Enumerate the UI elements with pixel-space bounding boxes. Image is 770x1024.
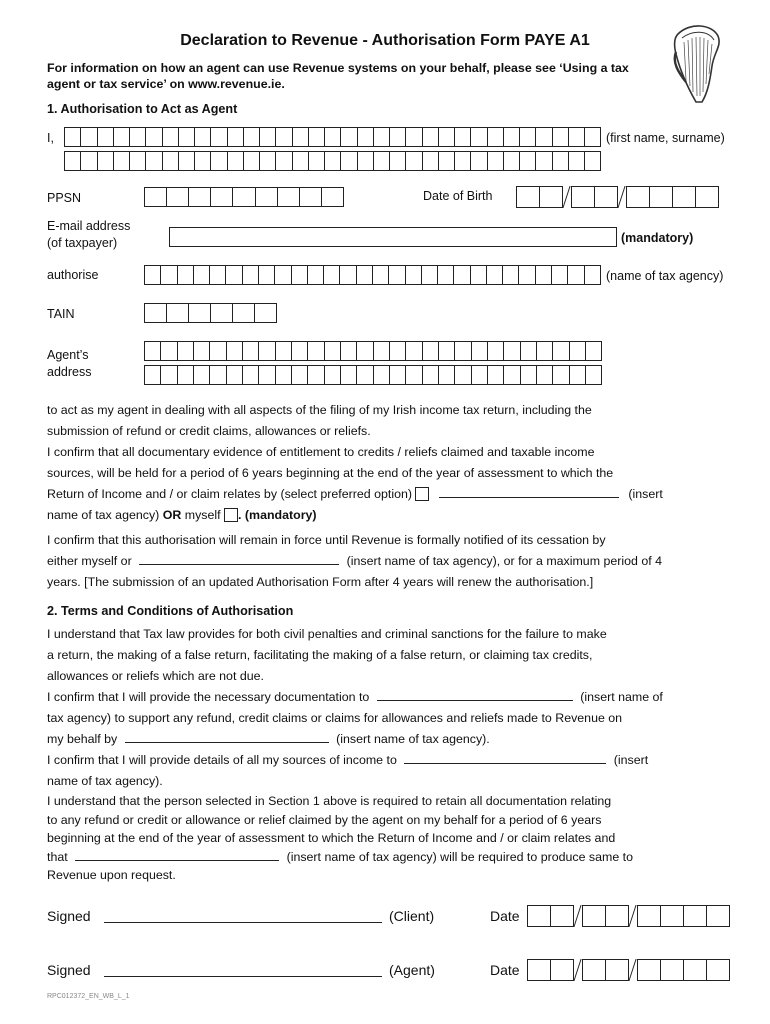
- t6: [47, 729, 737, 750]
- address-label-2: address: [47, 365, 92, 379]
- t3: allowances or reliefs which are not due.: [47, 669, 264, 683]
- p2a: I confirm that all documentary evidence of entitlement to credits / reliefs claimed and taxable income: [47, 445, 595, 459]
- t4: [47, 687, 737, 708]
- p2b: sources, will be held for a period of 6 years beginning at the end of the year of assessment to which the: [47, 466, 614, 480]
- tain-label: TAIN: [47, 307, 75, 321]
- p3d: years. [The submission of an updated Authorisation Form after 4 years will renew the authorisation.]: [47, 575, 594, 589]
- agent-date-input[interactable]: [527, 959, 730, 981]
- section1-body: [47, 400, 737, 593]
- documentation-agency-blank[interactable]: [377, 688, 573, 701]
- agent-address-line-1[interactable]: [144, 341, 602, 361]
- t1: I understand that Tax law provides for both civil penalties and criminal sanctions for the failure to make: [47, 627, 607, 641]
- p2d: (insert: [628, 487, 663, 501]
- agent-label: (Agent): [389, 962, 435, 978]
- t12a: that: [47, 849, 68, 864]
- email-mandatory: (mandatory): [621, 231, 694, 245]
- p1a: to act as my agent in dealing with all aspects of the filing of my Irish income tax return, including the: [47, 403, 592, 417]
- signed-client-label: Signed: [47, 908, 91, 924]
- p2-line4: [47, 505, 737, 526]
- tain-input[interactable]: [144, 303, 277, 323]
- dob-input[interactable]: [516, 186, 719, 208]
- section2-body-2: [47, 792, 737, 885]
- section2-body: [47, 624, 737, 792]
- email-input[interactable]: [169, 227, 617, 247]
- t4a: I confirm that I will provide the necessary documentation to: [47, 690, 370, 704]
- agency-option-checkbox[interactable]: [415, 487, 429, 501]
- authorise-label: authorise: [47, 268, 99, 282]
- behalf-agency-blank[interactable]: [125, 730, 329, 743]
- t4b: (insert name of: [580, 690, 663, 704]
- section1-heading: 1. Authorisation to Act as Agent: [47, 102, 238, 116]
- p3c: (insert name of tax agency), or for a maximum period of 4: [346, 554, 663, 568]
- or-text: OR: [162, 508, 182, 522]
- p3b: either myself or: [47, 554, 132, 568]
- t2: a return, the making of a false return, facilitating the making of a false return, or claiming tax credits,: [47, 648, 593, 662]
- p3a: I confirm that this authorisation will remain in force until Revenue is formally notified of its cessation by: [47, 533, 606, 547]
- p2-line3: [47, 484, 737, 505]
- first-name-surname-input[interactable]: [64, 127, 601, 147]
- t13: Revenue upon request.: [47, 868, 176, 882]
- client-signature-line[interactable]: [104, 921, 382, 923]
- p2g-mandatory: . (mandatory): [238, 508, 317, 522]
- agent-signature-line[interactable]: [104, 975, 382, 977]
- t7b: (insert: [613, 753, 649, 767]
- t11: beginning at the end of the year of assessment to which the Return of Income and / or claim relates and: [47, 831, 616, 845]
- p1b: submission of refund or credit claims, allowances or reliefs.: [47, 424, 371, 438]
- myself-option-checkbox[interactable]: [224, 508, 238, 522]
- t7: [47, 750, 737, 771]
- agency-name-blank[interactable]: [439, 485, 619, 498]
- section2-heading: 2. Terms and Conditions of Authorisation: [47, 604, 294, 618]
- signed-agent-label: Signed: [47, 962, 91, 978]
- name-continuation-input[interactable]: [64, 151, 601, 171]
- p2c: Return of Income and / or claim relates by (select preferred option): [47, 487, 413, 501]
- email-label-2: (of taxpayer): [47, 236, 118, 250]
- client-date-input[interactable]: [527, 905, 730, 927]
- p3-line2: [47, 551, 737, 572]
- t8: name of tax agency).: [47, 774, 163, 788]
- t6a: my behalf by: [47, 732, 118, 746]
- agent-address-line-2[interactable]: [144, 365, 602, 385]
- tax-agency-name-input[interactable]: [144, 265, 601, 285]
- address-label-1: Agent’s: [47, 348, 89, 362]
- t5: tax agency) to support any refund, credit claims or claims for allowances and reliefs made to Revenue on: [47, 711, 623, 725]
- p2f: myself: [184, 508, 221, 522]
- client-label: (Client): [389, 908, 435, 924]
- email-label-1: E-mail address: [47, 219, 131, 233]
- t12: [47, 848, 737, 867]
- footer-code: RPC012372_EN_WB_L_1: [47, 993, 130, 1000]
- client-date-label: Date: [490, 908, 520, 924]
- p2e: name of tax agency): [47, 508, 160, 522]
- t9: I understand that the person selected in Section 1 above is required to retain all documentation relating: [47, 794, 612, 808]
- i-label: I,: [47, 131, 54, 145]
- dob-label: Date of Birth: [423, 189, 493, 203]
- t7a: I confirm that I will provide details of all my sources of income to: [47, 753, 397, 767]
- agency-hint: (name of tax agency): [606, 269, 724, 283]
- ppsn-label: PPSN: [47, 191, 82, 205]
- form-title: Declaration to Revenue - Authorisation Form PAYE A1: [180, 32, 590, 49]
- intro-text: For information on how an agent can use Revenue systems on your behalf, please see ‘Using a tax agent or tax service’ on www.revenue.ie.: [47, 61, 629, 91]
- income-sources-agency-blank[interactable]: [404, 751, 606, 764]
- agent-date-label: Date: [490, 962, 520, 978]
- t10: to any refund or credit or allowance or relief claimed by the agent on my behalf for a period of 6 years: [47, 812, 602, 827]
- produce-agency-blank[interactable]: [75, 848, 279, 861]
- t12b: (insert name of tax agency) will be required to produce same to: [286, 849, 634, 864]
- ppsn-input[interactable]: [144, 187, 344, 207]
- t6b: (insert name of tax agency).: [336, 732, 490, 746]
- name-hint: (first name, surname): [606, 131, 725, 145]
- cessation-agency-blank[interactable]: [139, 552, 339, 565]
